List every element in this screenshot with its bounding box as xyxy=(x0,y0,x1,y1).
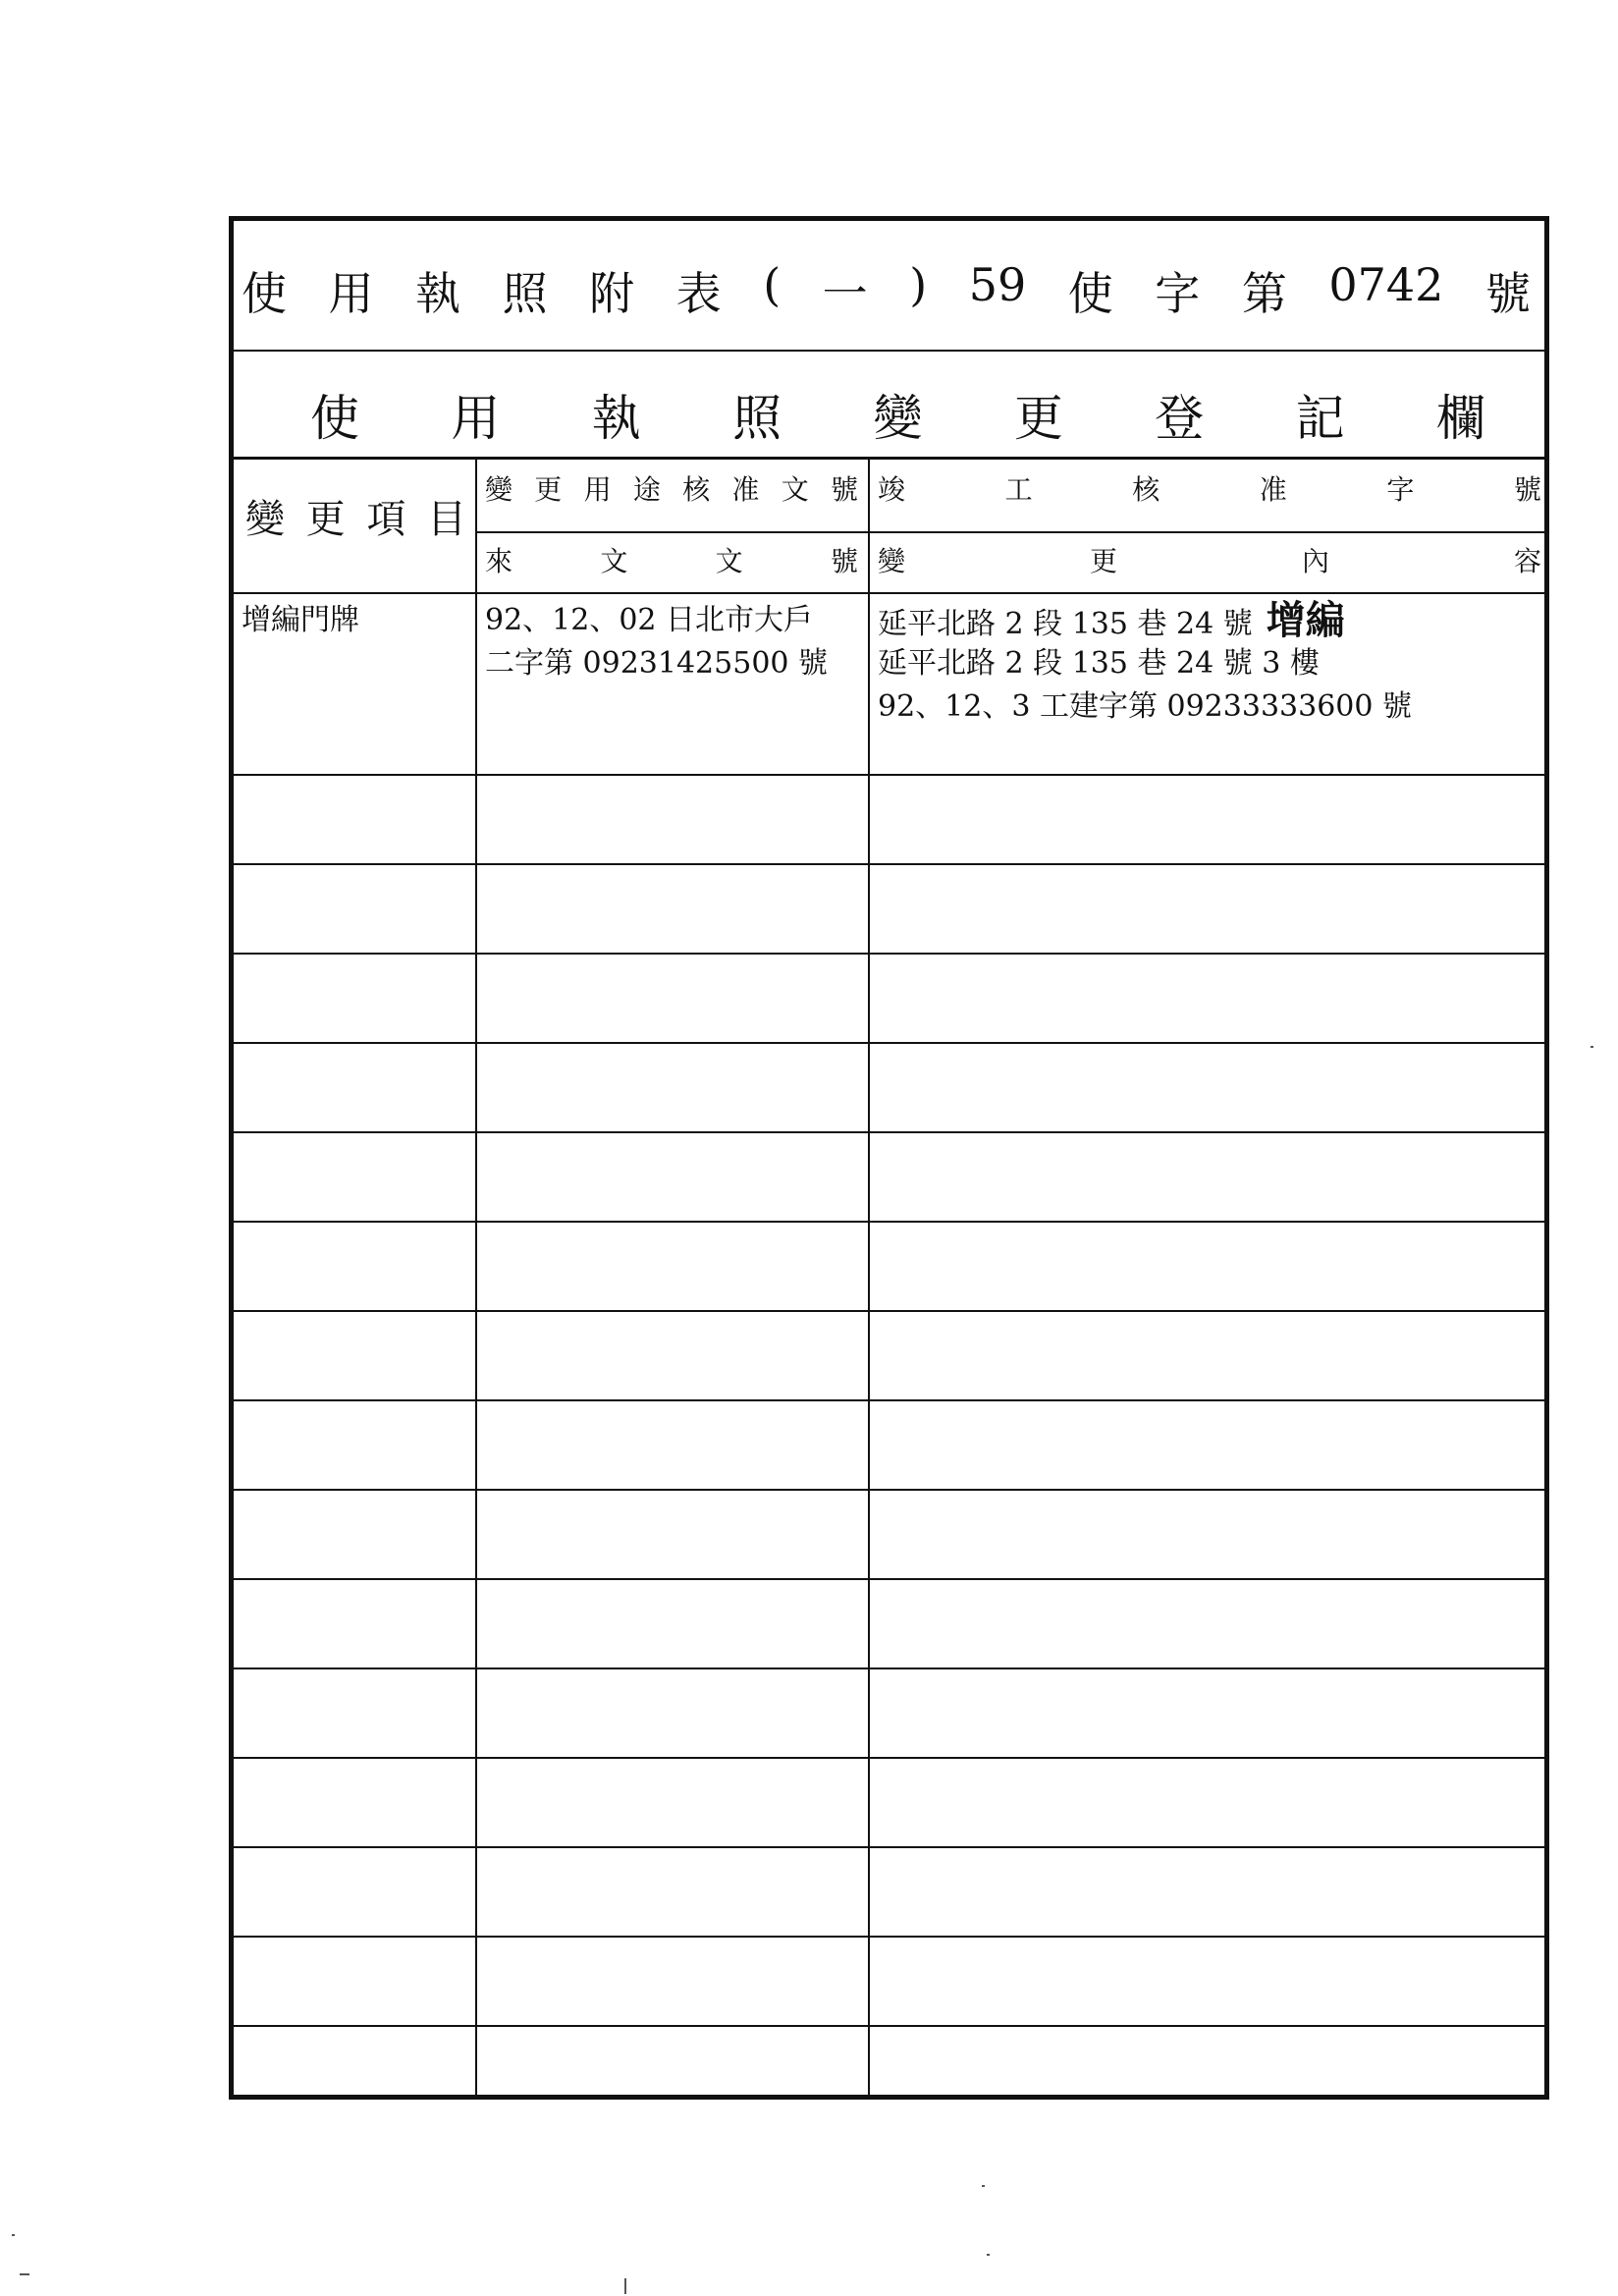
section-heading xyxy=(310,379,1485,450)
header-completion-approval xyxy=(878,468,1541,508)
header-char: 變 xyxy=(878,545,906,577)
title-row xyxy=(234,221,1544,352)
row-line xyxy=(234,863,1544,865)
row-line xyxy=(234,774,1544,776)
header-char: 號 xyxy=(1513,473,1541,506)
header-char: 字 xyxy=(1386,473,1415,506)
subtitle-char: 欄 xyxy=(1436,390,1485,447)
header-char: 用 xyxy=(583,473,612,506)
header-char: 准 xyxy=(1259,473,1287,506)
entry-doc-line2: 二字第 09231425500 號 xyxy=(485,646,829,681)
subtitle-char: 登 xyxy=(1155,390,1205,447)
subtitle-char: 照 xyxy=(732,390,782,447)
entry-content-line2: 延平北路 2 段 135 巷 24 號 3 樓 xyxy=(878,646,1320,681)
registration-table xyxy=(229,216,1549,2100)
entry-doc-line1: 92、12、02 日北市大戶 xyxy=(485,603,814,637)
title-char: 字 xyxy=(1155,267,1201,320)
title-char: 用 xyxy=(328,267,374,320)
header-char: 號 xyxy=(830,473,858,506)
row-line xyxy=(234,1667,1544,1669)
row-line xyxy=(234,1489,1544,1491)
header-bottom-line xyxy=(234,592,1544,594)
row-line xyxy=(234,1221,1544,1223)
row-line xyxy=(234,1846,1544,1848)
title-char: 照 xyxy=(502,267,548,320)
row-line xyxy=(234,1310,1544,1312)
subtitle-char: 更 xyxy=(1013,390,1063,447)
header-char: 變 xyxy=(485,473,513,506)
header-char: 來 xyxy=(485,545,513,577)
header-char: 准 xyxy=(731,473,760,506)
scan-speck xyxy=(982,2185,985,2187)
row-line xyxy=(234,1399,1544,1401)
row-line xyxy=(234,1757,1544,1759)
header-char: 更 xyxy=(305,497,346,542)
header-incoming-doc xyxy=(485,540,858,579)
header-char: 竣 xyxy=(878,473,906,506)
column-divider xyxy=(868,460,870,2095)
header-char: 目 xyxy=(426,497,466,542)
header-char: 途 xyxy=(632,473,661,506)
header-change-content xyxy=(878,540,1541,579)
content-mark: 增編 xyxy=(1266,598,1345,643)
content-address: 延平北路 2 段 135 巷 24 號 xyxy=(878,607,1253,641)
scan-speck xyxy=(624,2278,626,2294)
title-char: 執 xyxy=(415,267,461,320)
header-char: 更 xyxy=(1089,545,1117,577)
title-char: 59 xyxy=(968,258,1027,311)
header-divider xyxy=(475,531,1544,533)
title-char: 附 xyxy=(589,267,635,320)
title-char: ( xyxy=(763,258,782,311)
header-char: 核 xyxy=(682,473,711,506)
column-divider xyxy=(475,460,477,2095)
header-approval-doc xyxy=(485,468,858,508)
page-title xyxy=(242,258,1531,323)
subtitle-char: 用 xyxy=(451,390,501,447)
row-line xyxy=(234,953,1544,955)
subtitle-char: 使 xyxy=(310,390,359,447)
header-char: 項 xyxy=(366,497,406,542)
header-char: 文 xyxy=(781,473,809,506)
title-char: 第 xyxy=(1241,267,1287,320)
row-line xyxy=(234,2025,1544,2027)
row-line xyxy=(234,1578,1544,1580)
scan-speck xyxy=(987,2254,990,2256)
title-char: 使 xyxy=(1067,267,1113,320)
title-char: 使 xyxy=(242,267,287,320)
row-line xyxy=(234,1042,1544,1044)
subtitle-row xyxy=(234,352,1544,460)
subtitle-char: 變 xyxy=(873,390,923,447)
scan-speck xyxy=(1591,1046,1593,1048)
header-change-item xyxy=(245,488,466,544)
header-char: 內 xyxy=(1301,545,1329,577)
header-char: 工 xyxy=(1004,473,1033,506)
scan-speck xyxy=(20,2273,29,2275)
scan-speck xyxy=(12,2234,15,2236)
title-char: 0742 xyxy=(1328,258,1444,311)
header-char: 號 xyxy=(830,545,858,577)
title-char: 表 xyxy=(675,267,722,320)
entry-content-line3: 92、12、3 工建字第 09233333600 號 xyxy=(878,689,1412,724)
header-char: 更 xyxy=(534,473,563,506)
entry-content-line1 xyxy=(878,600,1345,645)
title-char: 一 xyxy=(822,267,868,320)
header-char: 核 xyxy=(1132,473,1160,506)
header-char: 變 xyxy=(245,497,285,542)
title-char: ) xyxy=(909,258,928,311)
header-char: 文 xyxy=(715,545,743,577)
header-char: 文 xyxy=(600,545,628,577)
header-char: 容 xyxy=(1513,545,1541,577)
title-char: 號 xyxy=(1484,267,1531,320)
subtitle-char: 記 xyxy=(1295,390,1345,447)
row-line xyxy=(234,1936,1544,1938)
subtitle-char: 執 xyxy=(591,390,641,447)
row-line xyxy=(234,1131,1544,1133)
entry-item: 增編門牌 xyxy=(242,603,359,637)
